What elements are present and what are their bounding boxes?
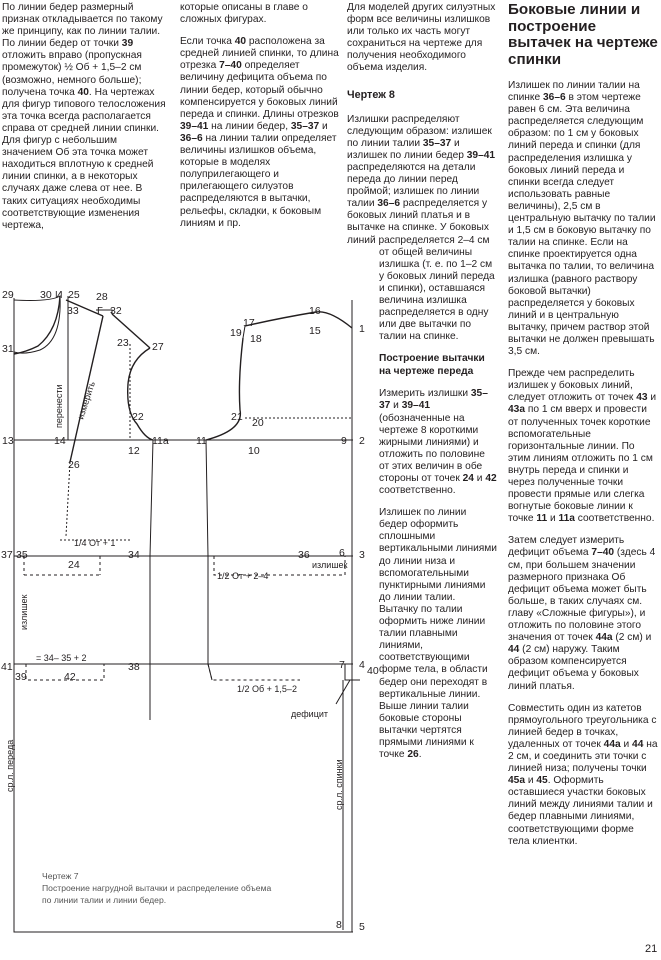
pt-39: 39 (15, 671, 27, 683)
paragraph: которые описаны в главе о сложных фигурах. (180, 2, 308, 26)
back-neck (245, 312, 352, 328)
page-number: 21 (645, 943, 658, 955)
label-half-waist: 1/2 От + 2–4 (217, 571, 269, 581)
pt-21: 21 (231, 411, 243, 423)
bold-point-ref: 43a (508, 404, 525, 416)
pt-5: 5 (359, 921, 365, 933)
bold-point-ref: 11a (558, 513, 575, 525)
bold-point-ref: 43 (636, 392, 648, 404)
paragraph: Измерить излишки 35–37 и 39–41 (обозначенные на чертеже 8 короткими жирными линиями) и отложить по половине от этих величин в обе стороны от точек 24 и 42 соответственно. (379, 388, 497, 497)
bold-point-ref: 39–41 (466, 149, 496, 161)
bold-point-ref: 36–6 (377, 198, 401, 210)
bold-point-ref: 44a (595, 632, 613, 644)
pt-16: 16 (309, 305, 321, 317)
pt-10: 10 (248, 445, 260, 457)
bold-point-ref: 44 (508, 644, 520, 656)
label-quarter-waist: 1/4 От + 1 (74, 538, 116, 548)
pt-i: И (55, 289, 63, 301)
bold-point-ref: 24 (462, 473, 474, 484)
caption-title: Чертеж 7 (42, 871, 79, 881)
section-title: Боковые линии и построение вытачек на чертеже спинки (508, 1, 658, 68)
paragraph: Если точка 40 расположена за средней линией спинки, то длина отрезка 7–40 определяет величину дефицита объема по линии бедер, который обычно компенсируется у боковых линий переда и спинки. Длины отрезков 39–41 на линии бедер, 35–37 и 36–6 на линии талии определяет величины излишков объема, которые в моделях полуприлегающего и прилегающего силуэтов распределяются в вытачки, рельефы, складки, к боковым линиям и пр. (180, 36, 339, 229)
pt-33: 33 (67, 305, 79, 317)
pt-20: 20 (252, 417, 264, 429)
pt-8: 8 (336, 919, 342, 931)
label-perenesti: перенести (54, 384, 64, 428)
pt-4: 4 (359, 659, 365, 671)
paragraph: от общей величины излишка (т. е. по 1–2 см у боковых линий переда и спинки), оставшаяся величина излишка распределяется в одну или две вытачки по талии на спинке. (379, 246, 495, 343)
label-hips-formula: = 34– 35 + 2 (36, 653, 87, 663)
label-izlishek-back: излишек (312, 560, 348, 570)
pt-42: 42 (64, 671, 76, 683)
pt-30: 30 (40, 289, 52, 301)
back-armhole (206, 338, 243, 440)
bold-point-ref: 35–37 (290, 120, 320, 132)
pt-22: 22 (132, 411, 144, 423)
bold-point-ref: 39–41 (401, 400, 431, 412)
pt-36: 36 (298, 549, 310, 561)
pt-31: 31 (2, 343, 14, 355)
front-side (150, 440, 153, 720)
pt-7: 7 (339, 659, 345, 671)
paragraph: Совместить один из катетов прямоугольного треугольника с линией бедер в точках, удаленных от точек 44a и 44 на 2 см, и соединить эти точки с линией низа; получены точки 45a и 45. Оформить оставшиеся участки боковых линий между линиями талии и бедер плавными линиями, соответствующими форме тела клиентки. (508, 702, 658, 847)
pt-40: 40 (367, 665, 379, 677)
section-heading: Чертеж 8 (347, 88, 395, 101)
back-side-dashed (208, 664, 300, 680)
figure-caption (42, 870, 272, 906)
bold-point-ref: 36–6 (543, 92, 566, 104)
pt-25: 25 (68, 289, 80, 301)
bold-point-ref: 45 (536, 775, 548, 787)
bold-point-ref: 11 (536, 513, 548, 525)
bold-point-ref: 39–41 (180, 120, 209, 132)
label-izmerit: измерить (75, 380, 98, 421)
bold-point-ref: 7–40 (591, 547, 615, 559)
pt-27: 27 (152, 341, 164, 353)
bold-point-ref: 44 (632, 738, 644, 750)
pt-15: 15 (309, 325, 321, 337)
paragraph: Излишек по линии бедер оформить сплошными вертикальными линиями до линии низа и вспомогательными пунктирными линиями до линии талии. Вытачку по талии оформить ниже линии талии плавными линиями, соответствующими форме тела, в области бедер они переходят в вертикальные линии. Выше линии талии боковые стороны вытачки чертятся прямыми линиями к точке 26. (379, 507, 497, 761)
pt-g: Г (97, 305, 103, 317)
pt-26: 26 (68, 459, 80, 471)
pt-37: 37 (1, 549, 13, 561)
pt-28: 28 (96, 291, 108, 303)
pt-3: 3 (359, 549, 365, 561)
label-half-hips: 1/2 Об + 1,5–2 (237, 684, 297, 694)
pt-32: 32 (110, 305, 122, 317)
back-side (206, 440, 212, 680)
pt-9: 9 (341, 435, 347, 447)
pt-2: 2 (359, 435, 365, 447)
bold-point-ref: 45a (508, 775, 525, 787)
paragraph: По линии бедер размерный признак откладывается по такому же принципу, как по линии талии. По линии бедер от точки 39 отложить вправо (пропускная промежуток) ½ Об + 1,5–2 см (возможно, немного больше); получена точка 40. На чертежах для фигур типового телосложения эта точка всегда располагается справа от средней линии спинки. Для фигур с небольшим значением Об эта точка может находиться вплотную к средней линии спинки, а в некоторых случаях даже слева от нее. В таких ситуациях необходимы соответствующие изменения чертежа, (2, 2, 166, 231)
label-front-mid: ср.л. переда (5, 739, 15, 792)
pt-29: 29 (2, 289, 14, 301)
pt-11a: 11a (152, 435, 169, 447)
bold-point-ref: 26 (407, 749, 419, 761)
bold-point-ref: 7–40 (219, 60, 242, 72)
pt-23: 23 (117, 337, 129, 349)
bold-point-ref: 40 (77, 86, 89, 98)
pt-34: 34 (128, 549, 140, 561)
label-back-mid: ср.л. спинки (334, 759, 344, 810)
bold-point-ref: 42 (485, 473, 497, 484)
bold-point-ref: 36–6 (180, 132, 203, 144)
front-dashed-side (24, 556, 100, 575)
bold-point-ref: 40 (234, 36, 247, 48)
bold-point-ref: 35–37 (422, 137, 452, 149)
pt-13: 13 (2, 435, 14, 447)
pt-18: 18 (250, 333, 262, 345)
pt-24: 24 (68, 559, 80, 571)
paragraph: Для моделей других силуэтных форм все величины излишков или только их часть могут сохраниться на чертеже для получения необходимого объема изделия. (347, 2, 496, 74)
pt-14: 14 (54, 435, 66, 447)
paragraph: Излишки распределяют следующим образом: излишек по линии талии 35–37 и излишек по линии бедер 39–41 распределяются на детали переда до линии перед проймой; излишек по линии талии 36–6 распределяется у боковых линий платья и в вытачке на спинке. У боковых линий распределяется 2–4 см (347, 113, 496, 246)
paragraph: Прежде чем распределить излишек у боковых линий, следует отложить от точек 43 и 43a по 1 см вверх и провести от полученных точек короткие вспомогательные горизонтальные линии. По этим линиям отложить по 1 см внутрь переда и спинки и через полученные точки провести прямые или слегка вогнутые боковые линии к точке 11 и 11a соответственно. (508, 368, 657, 525)
bold-point-ref: 35–37 (379, 388, 488, 412)
pt-41: 41 (1, 661, 13, 673)
paragraph: Излишек по линии талии на спинке 36–6 в этом чертеже равен 6 см. Эта величина распределяется следующим образом: по 1 см у боковых линий переда и спинки (для распределения излишка у боковых линий переда и спинки всегда следует использовать равные величины), 2,5 см в центральную вытачку по талии и 1,5 см в боковую вытачку по талии на спинке. Если на спинке проектируется одна вытачка по талии, то величина излишка (равного раствору боковой вытачки) распределяется у боковых линий и в центральную вытачку, причем раствор этой вытачки не должен превышать 3,5 см. (508, 80, 656, 358)
bold-point-ref: 39 (121, 38, 134, 50)
label-izlishek: излишек (19, 594, 29, 630)
label-deficit: дефицит (291, 709, 328, 719)
front-neck-curve (14, 296, 60, 354)
front-dart-lines (66, 462, 70, 536)
caption-text: Построение нагрудной вытачки и распределение объема по линии талии и линии бедер. (42, 883, 272, 905)
pt-38: 38 (128, 661, 140, 673)
pt-6: 6 (339, 547, 345, 559)
pt-19: 19 (230, 327, 242, 339)
pt-17: 17 (243, 317, 255, 329)
pt-35: 35 (16, 549, 28, 561)
paragraph: Затем следует измерить дефицит объема 7–40 (здесь 4 см, при большем значении размерного признака Об дефицит объема может быть больше, в таких случаях см. главу «Сложные фигуры»), и отложить по половине этого значения от точек 44a (2 см) и 44 (2 см) наружу. Таким образом компенсируется дефицит объема у боковых линий платья. (508, 535, 656, 692)
bold-point-ref: 44a (603, 738, 621, 750)
subheading: Построение вытачки на чертеже переда (379, 353, 485, 377)
pt-12: 12 (128, 445, 140, 457)
front-armhole (128, 348, 153, 440)
pt-1: 1 (359, 323, 365, 335)
pt-11: 11 (196, 435, 207, 447)
